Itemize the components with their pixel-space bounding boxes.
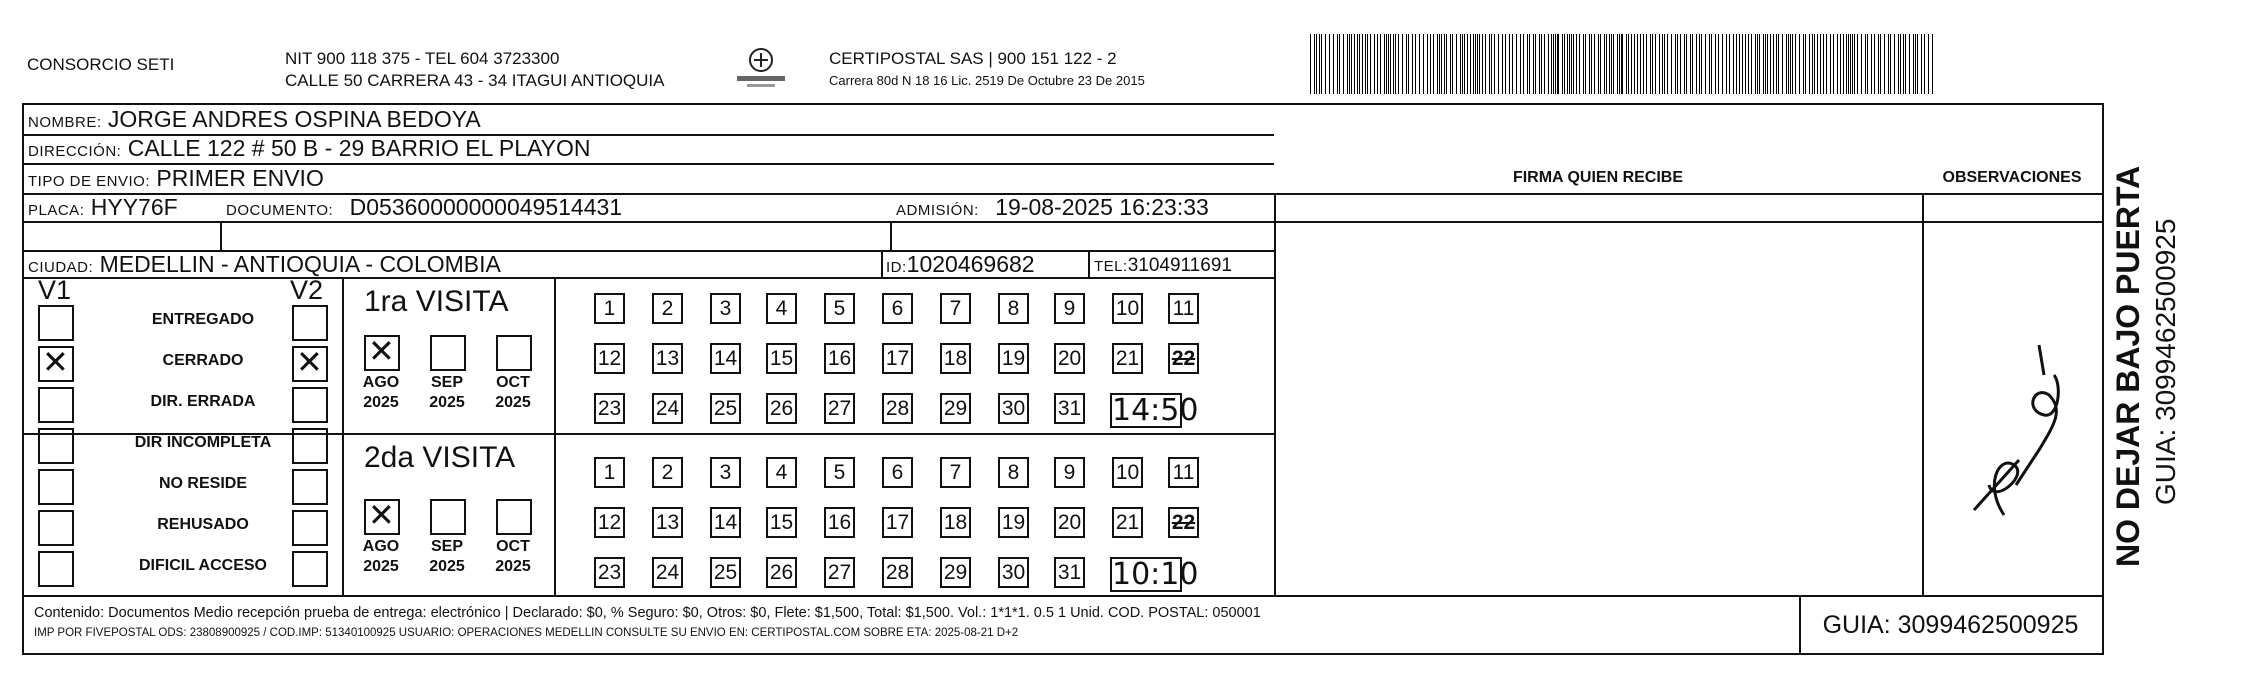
shipment-type: PRIMER ENVIO	[156, 165, 324, 191]
carrier-line: CERTIPOSTAL SAS | 900 151 122 - 2	[829, 49, 1117, 68]
side-guia: GUIA: 3099462500925	[2150, 218, 2181, 505]
second-visit-day-7[interactable]: 7	[940, 457, 971, 488]
second-visit-day-18[interactable]: 18	[940, 507, 971, 538]
month-label: SEP	[430, 374, 463, 391]
second-visit-time[interactable]: 10:10	[1112, 557, 1199, 592]
recipient-address: CALLE 122 # 50 B - 29 BARRIO EL PLAYON	[127, 135, 591, 161]
v2-header: V2	[290, 275, 324, 305]
first-visit-time[interactable]: 14:50	[1112, 393, 1199, 428]
second-visit-day-29[interactable]: 29	[940, 557, 971, 588]
v2-checkbox[interactable]	[292, 387, 328, 423]
second-visit-day-13[interactable]: 13	[652, 507, 683, 538]
first-visit-day-21[interactable]: 21	[1112, 343, 1143, 374]
second-visit-day-10[interactable]: 10	[1112, 457, 1143, 488]
first-visit-day-24[interactable]: 24	[652, 393, 683, 424]
first-visit-month-checkbox[interactable]	[496, 335, 532, 371]
print-line: IMP POR FIVEPOSTAL ODS: 23808900925 / COD.IMP: 51340100925 USUARIO: OPERACIONES MEDELLIN CONSULTE SU ENVIO EN: CERTIPOSTAL.COM SOBRE ETA: 2025-08-21 D+2	[34, 627, 1019, 639]
v2-checkbox[interactable]	[292, 510, 328, 546]
v1-checkbox[interactable]	[38, 510, 74, 546]
vehicle-plate: HYY76F	[90, 194, 178, 220]
content-line: Contenido: Documentos Medio recepción prueba de entrega: electrónico | Declarado: $0, % Seguro: $0, Otros: $0, Flete: $1,500, Total: $1,500. Vol.: 1*1*1. 0.5 1 Unid. COD. POSTAL: 050001	[34, 605, 1261, 621]
second-visit-day-5[interactable]: 5	[824, 457, 855, 488]
month-label: SEP	[430, 538, 463, 555]
first-visit-day-26[interactable]: 26	[766, 393, 797, 424]
status-label: DIR. ERRADA	[150, 393, 256, 410]
second-visit-title: 2da VISITA	[364, 441, 516, 474]
first-visit-day-27[interactable]: 27	[824, 393, 855, 424]
second-visit-day-24[interactable]: 24	[652, 557, 683, 588]
second-visit-month-checkbox[interactable]	[496, 499, 532, 535]
v1-checkbox[interactable]	[38, 428, 74, 464]
first-visit-day-3[interactable]: 3	[710, 293, 741, 324]
second-visit-day-4[interactable]: 4	[766, 457, 797, 488]
delivery-form	[22, 103, 2104, 655]
recipient-tel: 3104911691	[1127, 255, 1232, 276]
month-label: AGO	[362, 538, 400, 555]
second-visit-day-2[interactable]: 2	[652, 457, 683, 488]
second-visit-day-15[interactable]: 15	[766, 507, 797, 538]
second-visit-day-20[interactable]: 20	[1054, 507, 1085, 538]
postal-logo	[733, 46, 789, 90]
second-visit-day-17[interactable]: 17	[882, 507, 913, 538]
first-visit-day-28[interactable]: 28	[882, 393, 913, 424]
second-visit-day-30[interactable]: 30	[998, 557, 1029, 588]
second-visit-day-23[interactable]: 23	[594, 557, 625, 588]
recipient-name: JORGE ANDRES OSPINA BEDOYA	[107, 106, 481, 132]
signature-column-header: FIRMA QUIEN RECIBE	[1512, 169, 1684, 186]
recipient-city: MEDELLIN - ANTIOQUIA - COLOMBIA	[99, 251, 501, 277]
v2-checkbox[interactable]	[292, 346, 328, 382]
year-label: 2025	[363, 558, 399, 575]
id-label: ID:	[886, 259, 907, 276]
first-visit-day-14[interactable]: 14	[710, 343, 741, 374]
v1-checkbox[interactable]	[38, 346, 74, 382]
first-visit-day-5[interactable]: 5	[824, 293, 855, 324]
second-visit-month-checkbox[interactable]	[364, 499, 400, 535]
v1-checkbox[interactable]	[38, 551, 74, 587]
address-label: DIRECCIÓN:	[28, 143, 122, 160]
year-label: 2025	[495, 394, 531, 411]
second-visit-day-1[interactable]: 1	[594, 457, 625, 488]
first-visit-day-8[interactable]: 8	[998, 293, 1029, 324]
first-visit-day-29[interactable]: 29	[940, 393, 971, 424]
second-visit-day-16[interactable]: 16	[824, 507, 855, 538]
v2-checkbox[interactable]	[292, 428, 328, 464]
plate-label: PLACA:	[28, 202, 85, 219]
first-visit-day-20[interactable]: 20	[1054, 343, 1085, 374]
status-label: ENTREGADO	[151, 311, 255, 328]
second-visit-day-28[interactable]: 28	[882, 557, 913, 588]
first-visit-day-18[interactable]: 18	[940, 343, 971, 374]
second-visit-day-31[interactable]: 31	[1054, 557, 1085, 588]
v1-header: V1	[38, 275, 72, 305]
first-visit-day-23[interactable]: 23	[594, 393, 625, 424]
first-visit-day-19[interactable]: 19	[998, 343, 1029, 374]
first-visit-day-2[interactable]: 2	[652, 293, 683, 324]
guia-footer: GUIA: 3099462500925	[1822, 611, 2079, 639]
second-visit-day-25[interactable]: 25	[710, 557, 741, 588]
name-label: NOMBRE:	[28, 114, 102, 131]
first-visit-day-10[interactable]: 10	[1112, 293, 1143, 324]
status-label: DIR INCOMPLETA	[134, 434, 272, 451]
first-visit-day-15[interactable]: 15	[766, 343, 797, 374]
license-line: Carrera 80d N 18 16 Lic. 2519 De Octubre 23 De 2015	[829, 73, 1145, 88]
v2-checkbox[interactable]	[292, 551, 328, 587]
tel-label: TEL:	[1094, 258, 1128, 275]
no-dejar-bajo-puerta: NO DEJAR BAJO PUERTA	[2110, 165, 2146, 567]
first-visit-month-checkbox[interactable]	[430, 335, 466, 371]
shipment-type-label: TIPO DE ENVIO:	[28, 173, 151, 190]
second-visit-day-27[interactable]: 27	[824, 557, 855, 588]
second-visit-day-6[interactable]: 6	[882, 457, 913, 488]
year-label: 2025	[429, 394, 465, 411]
v2-checkbox[interactable]	[292, 305, 328, 341]
status-label: CERRADO	[162, 352, 244, 369]
company-name: CONSORCIO SETI	[27, 55, 175, 74]
tracking-barcode	[1310, 34, 1940, 94]
first-visit-title: 1ra VISITA	[364, 285, 509, 318]
observations-column-header: OBSERVACIONES	[1942, 169, 2082, 186]
month-label: OCT	[496, 374, 530, 391]
first-visit-day-17[interactable]: 17	[882, 343, 913, 374]
status-label: NO RESIDE	[158, 475, 247, 492]
recipient-signature	[1944, 315, 2084, 535]
month-label: AGO	[362, 374, 400, 391]
second-visit-day-3[interactable]: 3	[710, 457, 741, 488]
first-visit-day-25[interactable]: 25	[710, 393, 741, 424]
first-visit-day-1[interactable]: 1	[594, 293, 625, 324]
first-visit-day-7[interactable]: 7	[940, 293, 971, 324]
first-visit-day-22[interactable]: 22	[1168, 343, 1199, 374]
first-visit-day-11[interactable]: 11	[1168, 293, 1199, 324]
second-visit-day-19[interactable]: 19	[998, 507, 1029, 538]
second-visit-day-11[interactable]: 11	[1168, 457, 1199, 488]
city-label: CIUDAD:	[28, 259, 94, 276]
v1-checkbox[interactable]	[38, 387, 74, 423]
second-visit-day-14[interactable]: 14	[710, 507, 741, 538]
second-visit-day-12[interactable]: 12	[594, 507, 625, 538]
document-number: D05360000000049514431	[349, 194, 623, 220]
first-visit-day-6[interactable]: 6	[882, 293, 913, 324]
second-visit-day-22[interactable]: 22	[1168, 507, 1199, 538]
v2-checkbox[interactable]	[292, 469, 328, 505]
year-label: 2025	[495, 558, 531, 575]
first-visit-day-9[interactable]: 9	[1054, 293, 1085, 324]
first-visit-month-checkbox[interactable]	[364, 335, 400, 371]
second-visit-day-8[interactable]: 8	[998, 457, 1029, 488]
second-visit-day-26[interactable]: 26	[766, 557, 797, 588]
second-visit-month-checkbox[interactable]	[430, 499, 466, 535]
status-label: DIFICIL ACCESO	[138, 557, 267, 574]
company-address: CALLE 50 CARRERA 43 - 34 ITAGUI ANTIOQUIA	[285, 71, 665, 90]
first-visit-day-12[interactable]: 12	[594, 343, 625, 374]
first-visit-day-16[interactable]: 16	[824, 343, 855, 374]
admission-label: ADMISIÓN:	[896, 202, 979, 219]
admission-datetime: 19-08-2025 16:23:33	[995, 194, 1209, 220]
first-visit-day-31[interactable]: 31	[1054, 393, 1085, 424]
month-label: OCT	[496, 538, 530, 555]
first-visit-day-30[interactable]: 30	[998, 393, 1029, 424]
second-visit-day-21[interactable]: 21	[1112, 507, 1143, 538]
v1-checkbox[interactable]	[38, 305, 74, 341]
first-visit-day-4[interactable]: 4	[766, 293, 797, 324]
document-label: DOCUMENTO:	[226, 202, 334, 219]
status-label: REHUSADO	[157, 516, 249, 533]
year-label: 2025	[363, 394, 399, 411]
recipient-id: 1020469682	[906, 251, 1035, 277]
first-visit-day-13[interactable]: 13	[652, 343, 683, 374]
second-visit-day-9[interactable]: 9	[1054, 457, 1085, 488]
nit-line: NIT 900 118 375 - TEL 604 3723300	[285, 49, 560, 68]
year-label: 2025	[429, 558, 465, 575]
v1-checkbox[interactable]	[38, 469, 74, 505]
